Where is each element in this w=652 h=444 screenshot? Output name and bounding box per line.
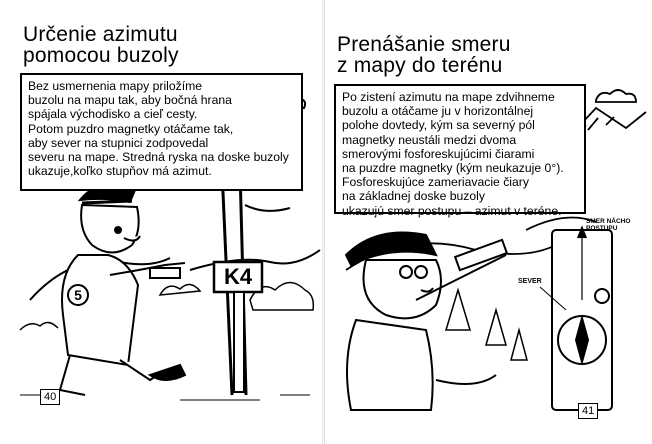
right-page xyxy=(326,0,652,444)
man-with-compass-icon xyxy=(346,233,507,411)
orienteering-scene-left xyxy=(0,0,325,444)
right-instructions-box: Po zistení azimutu na mape zdvihneme buzolu a otáčame ju v horizontálnej polohe dovtedy, kým sa severný pól magnetky neustáli medzi dvoma smerovými fosforeskujúcimi čiarami na puzdre magnetky (kým neukazuje 0°). Fosforeskujúce zameriavacie čiary na základnej doske buzoly ukazujú smer postupu – azimut v teréne. xyxy=(334,84,586,214)
direction-label: SMER NÁCHO POSTUPU xyxy=(586,218,631,232)
north-label: SEVER xyxy=(518,278,542,285)
book-gutter xyxy=(322,0,325,444)
shirt-number: 5 xyxy=(74,287,82,303)
left-page-number: 40 xyxy=(40,389,60,405)
cloud-icon xyxy=(596,90,636,102)
left-instructions-box: Bez usmernenia mapy priložíme buzolu na mapu tak, aby bočná hrana spájala východisko a cieľ cesty. Potom puzdro magnetky otáčame tak, aby sever na stupnici zodpovedal severu na mape. Stredná ryska na doske buzoly ukazuje,koľko stupňov má azimut. xyxy=(20,73,303,191)
left-page xyxy=(0,0,325,444)
right-page-title: Prenášanie smeru z mapy do terénu xyxy=(337,33,511,77)
right-page-number: 41 xyxy=(578,403,598,419)
signpost-label: K4 xyxy=(223,264,253,289)
compass-icon xyxy=(552,228,612,410)
left-page-title: Určenie azimutu pomocou buzoly xyxy=(23,23,179,67)
